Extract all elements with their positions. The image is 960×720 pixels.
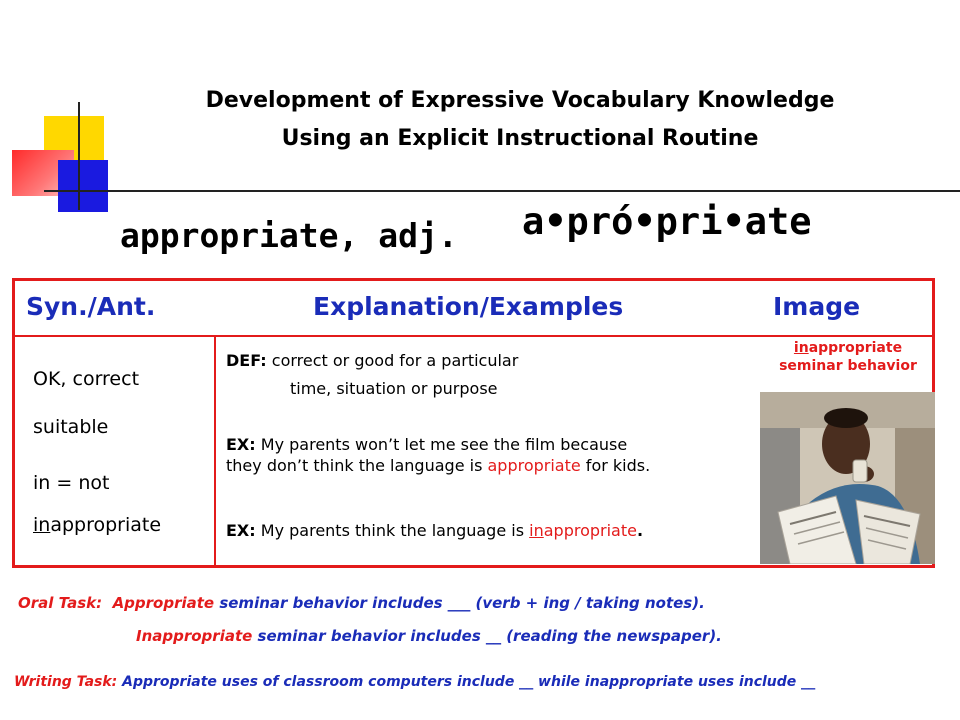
column-header-syn-ant: Syn./Ant. — [26, 292, 156, 321]
synonym-item: suitable — [33, 416, 109, 438]
def-line2: time, situation or purpose — [290, 379, 498, 398]
ex2-prefix: in — [529, 521, 544, 540]
writing-task — [14, 674, 815, 690]
def-label: DEF: — [226, 351, 267, 370]
image-caption-line1 — [760, 340, 936, 357]
ex1-line1: My parents won’t let me see the film because — [260, 435, 628, 454]
image-caption-rest: appropriate — [808, 340, 903, 356]
table-header-divider — [12, 335, 934, 337]
column-header-image: Image — [773, 292, 861, 321]
image-caption-line2: seminar behavior — [779, 358, 917, 374]
antonym-item — [33, 514, 161, 536]
writing-task-text: Appropriate uses of classroom computers include __ while inappropriate uses include __ — [117, 674, 816, 690]
antonym-prefix: in — [33, 514, 51, 536]
photo-illustration — [760, 392, 935, 564]
example-2 — [226, 520, 643, 541]
oral-task-line1 — [18, 594, 705, 612]
table-column-divider — [214, 337, 216, 566]
ex1-label: EX: — [226, 435, 256, 454]
synonym-item: OK, correct — [33, 368, 140, 390]
ex2-post: . — [636, 521, 644, 540]
oral-task-text1: seminar behavior includes ___ (verb + ing / taking notes). — [214, 594, 705, 612]
ex2-label: EX: — [226, 521, 256, 540]
slide-title-line2: Using an Explicit Instructional Routine — [281, 126, 759, 151]
image-caption-prefix: in — [793, 340, 809, 356]
ex2-pre: My parents think the language is — [260, 521, 530, 540]
example-1 — [226, 434, 650, 476]
prefix-note: in = not — [33, 472, 110, 494]
definition — [226, 350, 518, 371]
ex1-highlight: appropriate — [487, 456, 581, 475]
slide-title-line1: Development of Expressive Vocabulary Knowledge — [205, 88, 835, 113]
decor-blue-square — [58, 160, 108, 212]
newspaper-reader-photo — [760, 392, 935, 564]
oral-task-text2: seminar behavior includes __ (reading the newspaper). — [252, 627, 722, 645]
oral-task-highlight1: Appropriate — [112, 594, 215, 612]
pronunciation: a•pró•pri•ate — [522, 200, 812, 243]
oral-task-line2 — [136, 627, 722, 645]
writing-task-label: Writing Task: — [14, 674, 118, 690]
def-line1: correct or good for a particular — [271, 351, 519, 370]
ex2-highlight: appropriate — [543, 521, 637, 540]
oral-task-highlight2: Inappropriate — [136, 627, 253, 645]
decor-horizontal-line — [44, 190, 960, 192]
column-header-explanation: Explanation/Examples — [313, 292, 624, 321]
ex1-line2-post: for kids. — [580, 456, 651, 475]
oral-task-label: Oral Task: — [18, 594, 103, 612]
ex1-line2-pre: they don’t think the language is — [226, 456, 488, 475]
headword: appropriate, adj. — [120, 216, 458, 255]
antonym-rest: appropriate — [50, 514, 162, 536]
decor-vertical-line — [78, 102, 80, 210]
